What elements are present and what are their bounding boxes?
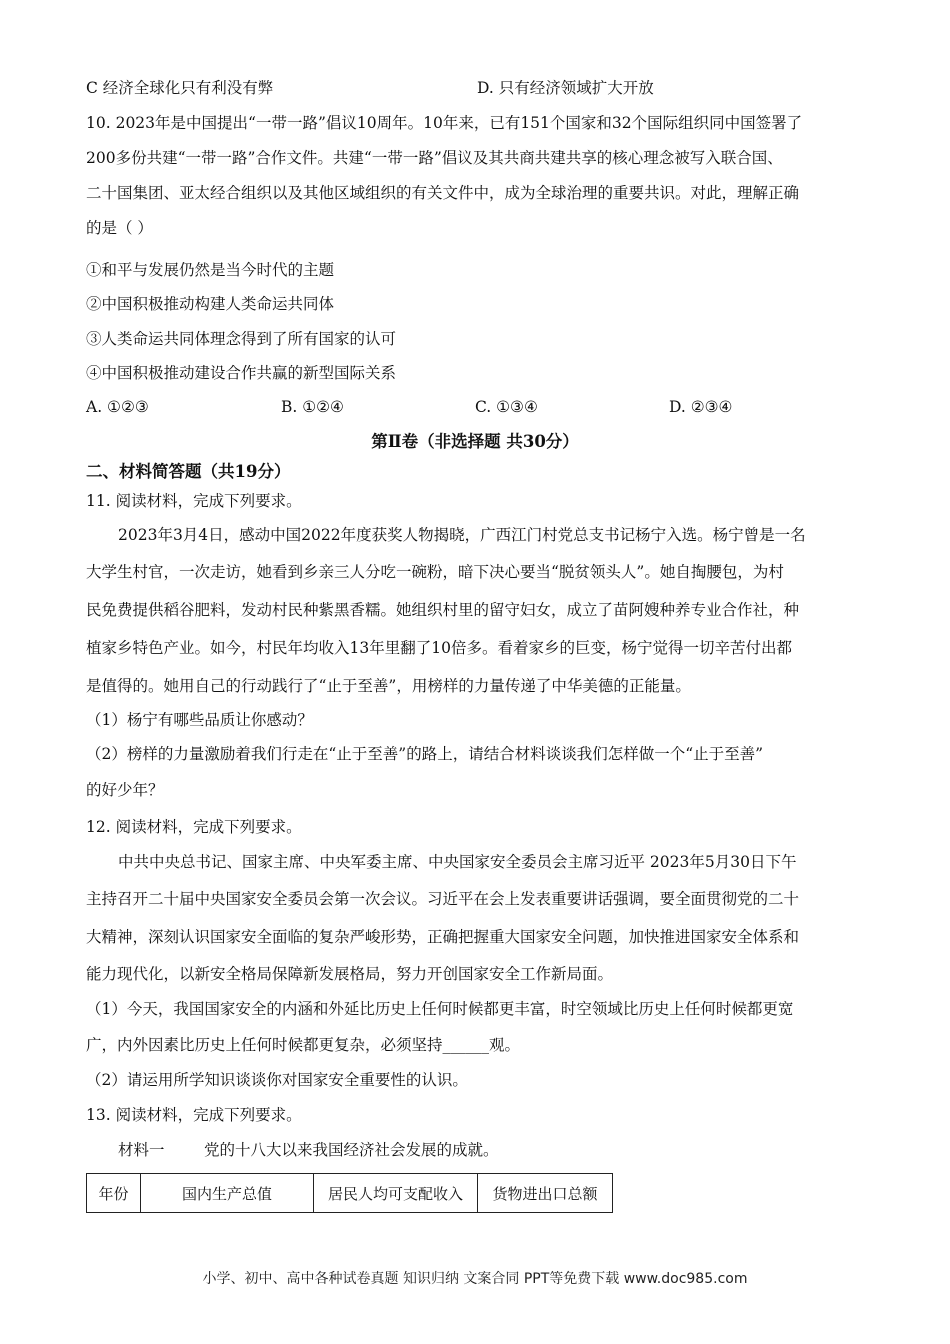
table-header-income: 居民人均可支配收入 <box>314 1174 478 1213</box>
table-header-trade: 货物进出口总额 <box>478 1174 613 1213</box>
q11-material-line-4: 植家乡特色产业。如今，村民年均收入13年里翻了10倍多。看着家乡的巨变，杨宁觉得一切辛苦付出都 <box>86 639 792 657</box>
q13-material-text: 党的十八大以来我国经济社会发展的成就。 <box>204 1141 499 1159</box>
table-header-year: 年份 <box>87 1174 141 1213</box>
q10-stem-line-2: 200多份共建“一带一路”合作文件。共建“一带一路”倡议及其共商共建共享的核心理念被写入联合国、 <box>86 149 783 167</box>
q12-stem: 12. 阅读材料，完成下列要求。 <box>86 818 302 836</box>
part-two-title: 第Ⅱ卷（非选择题 共30分） <box>371 432 579 451</box>
section-two-title: 二、材料简答题（共19分） <box>86 462 291 481</box>
q10-stem-line-4: 的是（ ） <box>86 219 153 237</box>
q12-sub-question-1: （1）今天，我国国家安全的内涵和外延比历史上任何时候都更丰富，时空领域比历史上任何时候都更宽 <box>86 1000 794 1018</box>
q10-stem-line-3: 二十国集团、亚太经合组织以及其他区域组织的有关文件中，成为全球治理的重要共识。对此，理解正确 <box>86 184 800 202</box>
q11-sub-question-2-cont: 的好少年？ <box>86 781 164 799</box>
q9-option-d: D. 只有经济领域扩大开放 <box>477 79 654 97</box>
q12-material-line-2: 主持召开二十届中央国家安全委员会第一次会议。习近平在会上发表重要讲话强调，要全面贯彻党的二十 <box>86 890 800 908</box>
q10-option-a: A. ①②③ <box>86 398 149 416</box>
q12-material-line-3: 大精神，深刻认识国家安全面临的复杂严峻形势，正确把握重大国家安全问题，加快推进国家安全体系和 <box>86 928 800 946</box>
q11-sub-question-2: （2）榜样的力量激励着我们行走在“止于至善”的路上，请结合材料谈谈我们怎样做一个“止于至善” <box>86 745 764 763</box>
q13-material-label: 材料一 <box>118 1141 165 1159</box>
q11-material-line-3: 民免费提供稻谷肥料，发动村民种紫黑香糯。她组织村里的留守妇女，成立了苗阿嫂种养专业合作社，种 <box>86 601 800 619</box>
q10-option-d: D. ②③④ <box>669 398 733 416</box>
q11-material-line-1: 2023年3月4日，感动中国2022年度获奖人物揭晓，广西江门村党总支书记杨宁入选。杨宁曾是一名 <box>118 526 806 544</box>
q11-stem: 11. 阅读材料，完成下列要求。 <box>86 492 302 510</box>
q10-option-c: C. ①③④ <box>475 398 538 416</box>
q13-data-table <box>86 1173 613 1213</box>
q11-sub-question-1: （1）杨宁有哪些品质让你感动？ <box>86 711 313 729</box>
q10-item-1: ①和平与发展仍然是当今时代的主题 <box>86 261 335 279</box>
q9-option-c: C 经济全球化只有利没有弊 <box>86 79 274 97</box>
q12-material-line-4: 能力现代化，以新安全格局保障新发展格局，努力开创国家安全工作新局面。 <box>86 965 614 983</box>
table-header-row <box>87 1174 613 1213</box>
q10-option-b: B. ①②④ <box>281 398 344 416</box>
q10-item-2: ②中国积极推动构建人类命运共同体 <box>86 295 335 313</box>
page-footer: 小学、初中、高中各种试卷真题 知识归纳 文案合同 PPT等免费下载 www.doc985.com <box>202 1271 748 1287</box>
q13-stem: 13. 阅读材料，完成下列要求。 <box>86 1106 302 1124</box>
q12-sub-question-1-cont: 广，内外因素比历史上任何时候都更复杂，必须坚持______观。 <box>86 1036 521 1054</box>
q11-material-line-2: 大学生村官，一次走访，她看到乡亲三人分吃一碗粉，暗下决心要当“脱贫领头人”。她自掏腰包，为村 <box>86 563 784 581</box>
q12-sub-question-2: （2）请运用所学知识谈谈你对国家安全重要性的认识。 <box>86 1071 468 1089</box>
table-header-gdp: 国内生产总值 <box>141 1174 314 1213</box>
q12-material-line-1: 中共中央总书记、国家主席、中央军委主席、中央国家安全委员会主席习近平 2023年5月30日下午 <box>118 853 797 871</box>
q10-item-4: ④中国积极推动建设合作共赢的新型国际关系 <box>86 364 397 382</box>
q11-material-line-5: 是值得的。她用自己的行动践行了“止于至善”，用榜样的力量传递了中华美德的正能量。 <box>86 677 691 695</box>
q10-stem-line-1: 10. 2023年是中国提出“一带一路”倡议10周年。10年来，已有151个国家和32个国际组织同中国签署了 <box>86 114 803 132</box>
q10-item-3: ③人类命运共同体理念得到了所有国家的认可 <box>86 330 397 348</box>
